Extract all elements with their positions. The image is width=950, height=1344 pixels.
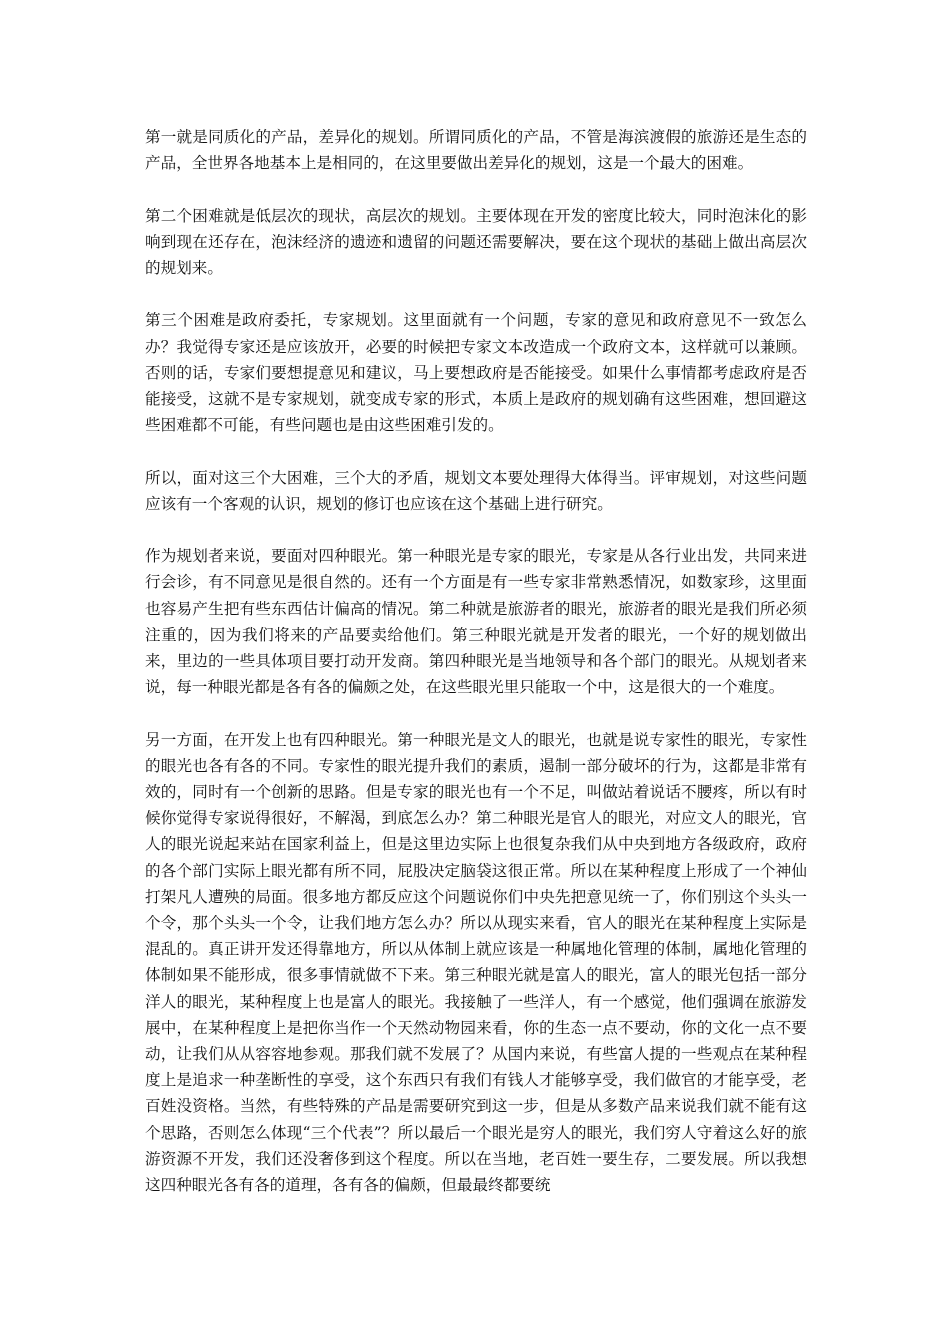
paragraph-2: 第二个困难就是低层次的现状，高层次的规划。主要体现在开发的密度比较大，同时泡沫化的影响到现在还存在，泡沫经济的遗迹和遗留的问题还需要解决，要在这个现状的基础上做出高层次的规划来。 — [145, 206, 807, 277]
document-body — [145, 124, 807, 1198]
paragraph-4: 所以，面对这三个大困难，三个大的矛盾，规划文本要处理得大体得当。评审规划，对这些问题应该有一个客观的认识，规划的修订也应该在这个基础上进行研究。 — [145, 468, 807, 513]
paragraph-1: 第一就是同质化的产品，差异化的规划。所谓同质化的产品，不管是海滨渡假的旅游还是生态的产品，全世界各地基本上是相同的，在这里要做出差异化的规划，这是一个最大的困难。 — [145, 128, 807, 173]
paragraph-3: 第三个困难是政府委托，专家规划。这里面就有一个问题，专家的意见和政府意见不一致怎么办？我觉得专家还是应该放开，必要的时候把专家文本改造成一个政府文本，这样就可以兼顾。否则的话，专家们要想提意见和建议，马上要想政府是否能接受。如果什么事情都考虑政府是否能接受，这就不是专家规划，就变成专家的形式，本质上是政府的规划确有这些困难，想回避这些困难都不可能，有些问题也是由这些困难引发的。 — [145, 311, 807, 435]
paragraph-6: 另一方面，在开发上也有四种眼光。第一种眼光是文人的眼光，也就是说专家性的眼光，专家性的眼光也各有各的不同。专家性的眼光提升我们的素质，遏制一部分破坏的行为，这都是非常有效的，同时有一个创新的思路。但是专家的眼光也有一个不足，叫做站着说话不腰疼，所以有时候你觉得专家说得很好，不解渴，到底怎么办？第二种眼光是官人的眼光，对应文人的眼光，官人的眼光说起来站在国家利益上，但是这里边实际上也很复杂我们从中央到地方各级政府，政府的各个部门实际上眼光都有所不同，屁股决定脑袋这很正常。所以在某种程度上形成了一个神仙打架凡人遭殃的局面。很多地方都反应这个问题说你们中央先把意见统一了，你们别这个头头一个令，那个头头一个令，让我们地方怎么办？所以从现实来看，官人的眼光在某种程度上实际是混乱的。真正讲开发还得靠地方，所以从体制上就应该是一种属地化管理的体制，属地化管理的体制如果不能形成，很多事情就做不下来。第三种眼光就是富人的眼光，富人的眼光包括一部分洋人的眼光，某种程度上也是富人的眼光。我接触了一些洋人，有一个感觉，他们强调在旅游发展中，在某种程度上是把你当作一个天然动物园来看，你的生态一点不要动，你的文化一点不要动，让我们从从容容地参观。那我们就不发展了？从国内来说，有些富人提的一些观点在某种程度上是追求一种垄断性的享受，这个东西只有我们有钱人才能够享受，我们做官的才能享受，老百姓没资格。当然，有些特殊的产品是需要研究到这一步，但是从多数产品来说我们就不能有这个思路，否则怎么体现“三个代表”？所以最后一个眼光是穷人的眼光，我们穷人守着这么好的旅游资源不开发，我们还没奢侈到这个程度。所以在当地，老百姓一要生存，二要发展。所以我想这四种眼光各有各的道理，各有各的偏颇，但最最终都要统 — [145, 730, 807, 1195]
paragraph-5: 作为规划者来说，要面对四种眼光。第一种眼光是专家的眼光，专家是从各行业出发，共同来进行会诊，有不同意见是很自然的。还有一个方面是有一些专家非常熟悉情况，如数家珍，这里面也容易产生把有些东西估计偏高的情况。第二种就是旅游者的眼光，旅游者的眼光是我们所必须注重的，因为我们将来的产品要卖给他们。第三种眼光就是开发者的眼光，一个好的规划做出来，里边的一些具体项目要打动开发商。第四种眼光是当地领导和各个部门的眼光。从规划者来说，每一种眼光都是各有各的偏颇之处，在这些眼光里只能取一个中，这是很大的一个难度。 — [145, 547, 807, 697]
